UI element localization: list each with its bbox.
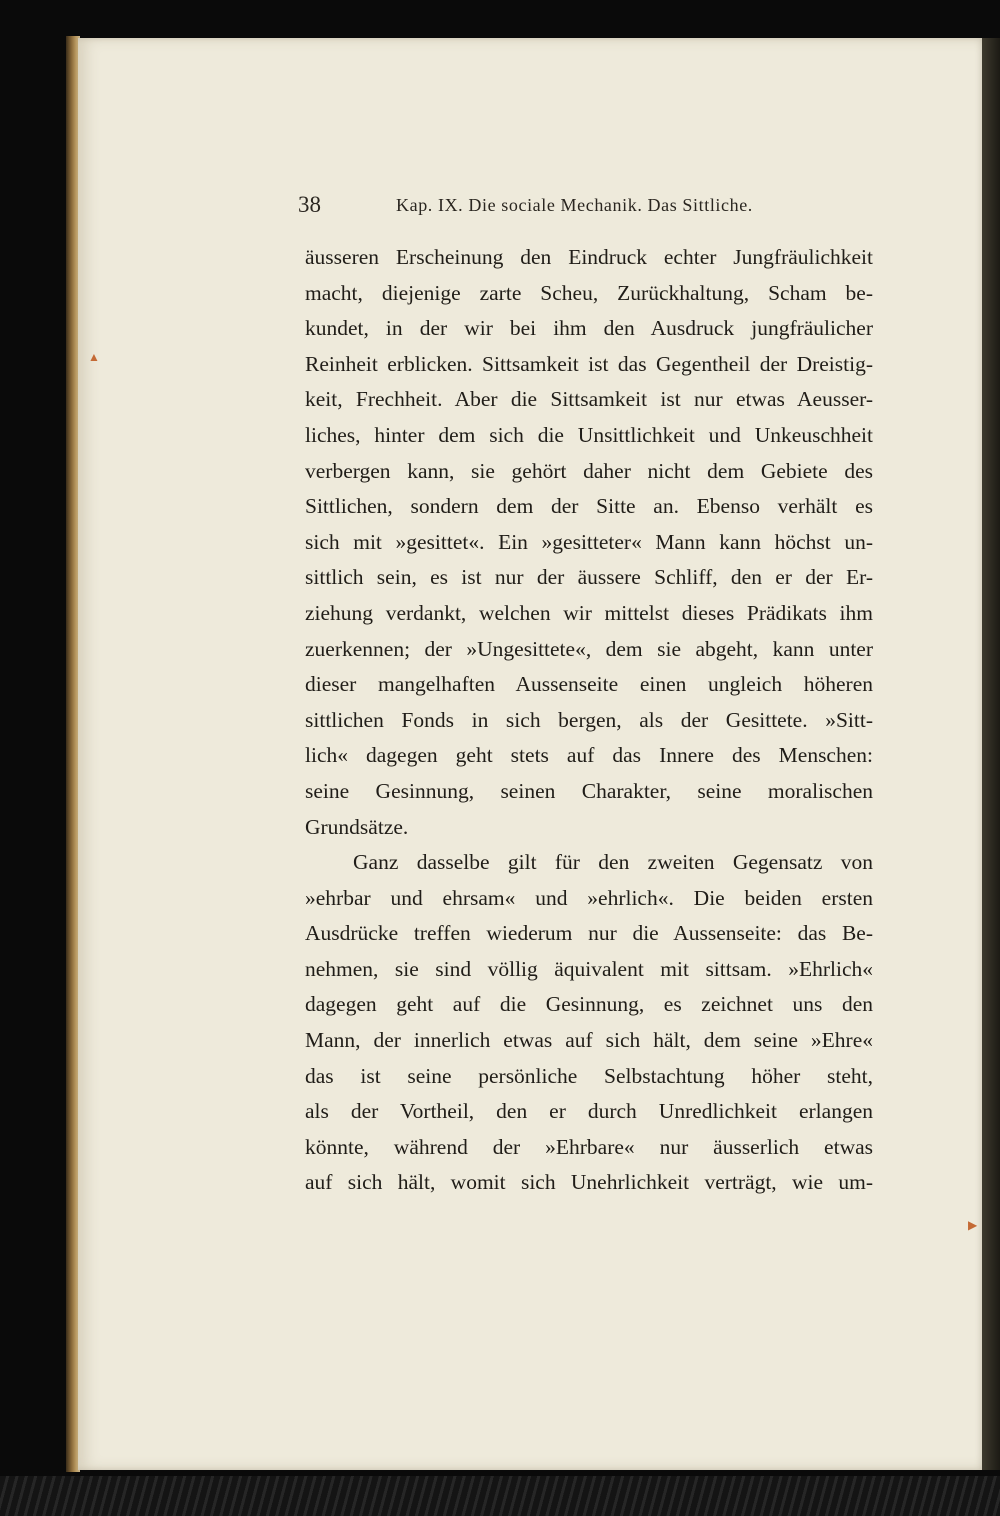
text-line: als der Vortheil, den er durch Unredlichkeit erlangen xyxy=(305,1099,873,1124)
text-line: seine Gesinnung, seinen Charakter, seine moralischen xyxy=(305,778,873,803)
page-number: 38 xyxy=(298,192,321,217)
margin-mark: ▲ xyxy=(88,350,100,364)
text-line: auf sich hält, womit sich Unehrlichkeit verträgt, wie um- xyxy=(305,1170,873,1195)
scan-bottom-strip xyxy=(0,1476,1000,1516)
text-line: sittlichen Fonds in sich bergen, als der Gesittete. »Sitt- xyxy=(305,707,873,732)
text-line: ziehung verdankt, welchen wir mittelst dieses Prädikats ihm xyxy=(305,600,873,625)
page-header xyxy=(298,192,883,226)
text-line: macht, diejenige zarte Scheu, Zurückhaltung, Scham be- xyxy=(305,280,873,305)
body-text xyxy=(305,240,873,1201)
text-line: nehmen, sie sind völlig äquivalent mit sittsam. »Ehrlich« xyxy=(305,956,873,981)
margin-mark: ▶ xyxy=(968,1218,978,1232)
page-right-edge xyxy=(982,38,1000,1470)
text-line: Mann, der innerlich etwas auf sich hält, dem seine »Ehre« xyxy=(305,1028,873,1053)
text-line: Ausdrücke treffen wiederum nur die Aussenseite: das Be- xyxy=(305,921,873,946)
text-line: das ist seine persönliche Selbstachtung höher steht, xyxy=(305,1063,873,1088)
text-line: dagegen geht auf die Gesinnung, es zeichnet uns den xyxy=(305,992,873,1017)
running-head: Kap. IX. Die sociale Mechanik. Das Sittliche. xyxy=(396,195,753,215)
text-line: Grundsätze. xyxy=(305,814,409,839)
text-line: verbergen kann, sie gehört daher nicht dem Gebiete des xyxy=(305,458,873,483)
text-line: sittlich sein, es ist nur der äussere Schliff, den er der Er- xyxy=(305,565,873,590)
text-line: Sittlichen, sondern dem der Sitte an. Ebenso verhält es xyxy=(305,494,873,519)
text-line: Ganz dasselbe gilt für den zweiten Gegensatz von xyxy=(353,850,873,875)
text-line: lich« dagegen geht stets auf das Innere des Menschen: xyxy=(305,743,873,768)
text-line: keit, Frechheit. Aber die Sittsamkeit ist nur etwas Aeusser- xyxy=(305,387,873,412)
text-line: dieser mangelhaften Aussenseite einen ungleich höheren xyxy=(305,672,873,697)
text-line: »ehrbar und ehrsam« und »ehrlich«. Die beiden ersten xyxy=(305,885,873,910)
text-line: liches, hinter dem sich die Unsittlichkeit und Unkeuschheit xyxy=(305,422,873,447)
text-line: äusseren Erscheinung den Eindruck echter Jungfräulichkeit xyxy=(305,245,873,269)
text-line: kundet, in der wir bei ihm den Ausdruck jungfräulicher xyxy=(305,316,873,341)
text-line: Reinheit erblicken. Sittsamkeit ist das Gegentheil der Dreistig- xyxy=(305,351,873,376)
text-line: sich mit »gesittet«. Ein »gesitteter« Mann kann höchst un- xyxy=(305,529,873,554)
text-line: zuerkennen; der »Ungesittete«, dem sie abgeht, kann unter xyxy=(305,636,873,661)
text-line: könnte, während der »Ehrbare« nur äusserlich etwas xyxy=(305,1134,873,1159)
